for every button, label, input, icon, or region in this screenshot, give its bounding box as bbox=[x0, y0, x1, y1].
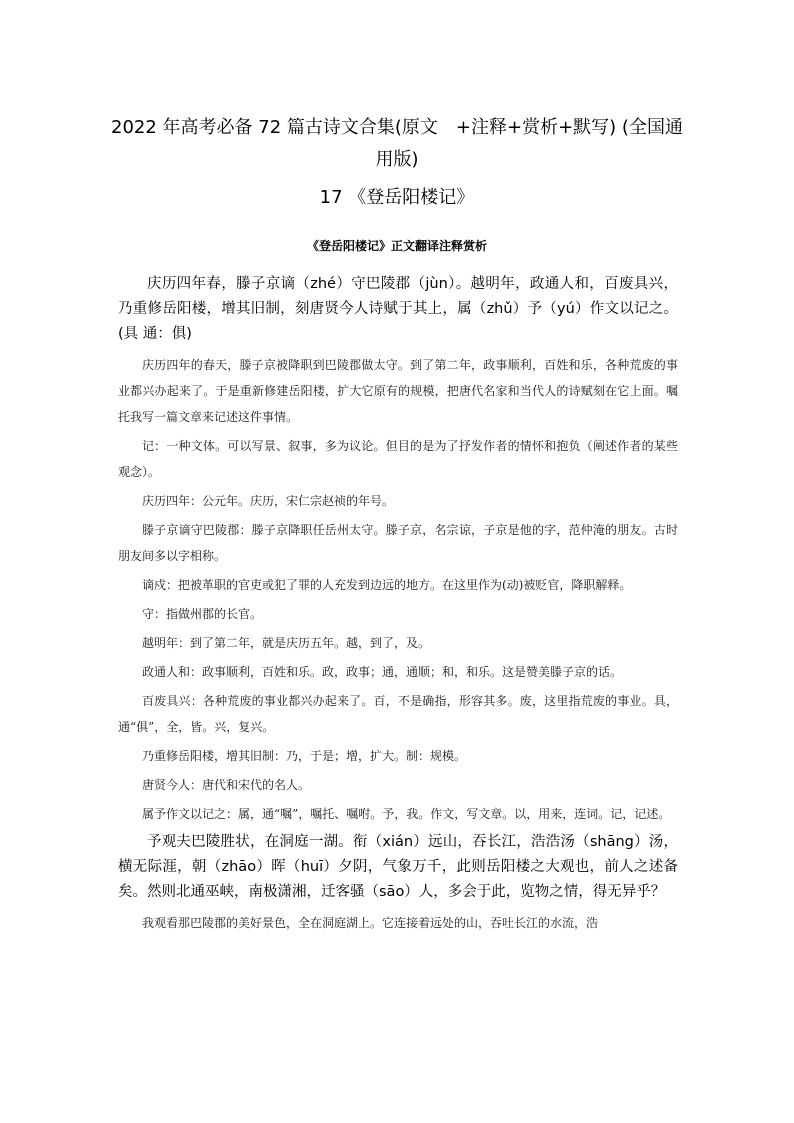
note-paragraph: 滕子京谪守巴陵郡：滕子京降职任岳州太守。滕子京，名宗谅，子京是他的字，范仲淹的朋友。古时朋友间多以字相称。 bbox=[118, 523, 678, 563]
note-paragraph: 唐贤今人：唐代和宋代的名人。 bbox=[142, 778, 311, 792]
section-heading: 《登岳阳楼记》正文翻译注释赏析 bbox=[306, 239, 487, 253]
note-paragraph: 谪戍：把被革职的官吏或犯了罪的人充发到边远的地方。在这里作为(动)被贬官，降职解释。 bbox=[142, 578, 632, 592]
note-paragraph: 越明年：到了第二年，就是庆历五年。越，到了，及。 bbox=[142, 636, 431, 650]
note-paragraph: 守：指做州郡的长官。 bbox=[142, 607, 263, 621]
translation-paragraph: 庆历四年的春天，滕子京被降职到巴陵郡做太守。到了第二年，政事顺利，百姓和乐，各种荒废的事业都兴办起来了。于是重新修建岳阳楼，扩大它原有的规模，把唐代名家和当代人的诗赋刻在它上面。嘱托我写一篇文章来记述这件事情。 bbox=[118, 358, 678, 424]
note-paragraph: 属予作文以记之：属，通“嘱”，嘱托、嘱咐。予，我。作文，写文章。以，用来，连词。记，记述。 bbox=[142, 807, 671, 821]
note-paragraph: 庆历四年：公元年。庆历，宋仁宗赵祯的年号。 bbox=[142, 494, 395, 508]
note-paragraph: 百废具兴：各种荒废的事业都兴办起来了。百，不是确指，形容其多。废，这里指荒废的事业。具，通“俱”，全，皆。兴，复兴。 bbox=[118, 694, 678, 734]
note-paragraph: 乃重修岳阳楼，增其旧制：乃，于是；增，扩大。制：规模。 bbox=[142, 749, 467, 763]
document-subtitle: 17 《登岳阳楼记》 bbox=[319, 187, 475, 208]
original-text-paragraph: 予观夫巴陵胜状，在洞庭一湖。衔（xián）远山，吞长江，浩浩汤（shāng）汤，横无际涯，朝（zhāo）晖（huī）夕阴，气象万千，此则岳阳楼之大观也，前人之述备矣。然则北通巫峡，南极潇湘，迁客骚（sāo）人，多会于此，览物之情，得无异乎？ bbox=[118, 834, 678, 900]
body-text bbox=[118, 272, 678, 939]
translation-paragraph: 我观看那巴陵郡的美好景色，全在洞庭湖上。它连接着远处的山，吞吐长江的水流，浩 bbox=[142, 916, 599, 930]
original-text-paragraph: 庆历四年春，滕子京谪（zhé）守巴陵郡（jùn）。越明年，政通人和，百废具兴，乃重修岳阳楼，增其旧制，刻唐贤今人诗赋于其上，属（zhǔ）予（yú）作文以记之。(具 通：俱) bbox=[118, 276, 678, 342]
document-title: 2022 年高考必备 72 篇古诗文合集(原文 +注释+赏析+默写) (全国通用版) bbox=[111, 117, 683, 170]
note-paragraph: 政通人和：政事顺利，百姓和乐。政，政事；通，通顺；和，和乐。这是赞美滕子京的话。 bbox=[142, 665, 623, 679]
note-paragraph: 记：一种文体。可以写景、叙事，多为议论。但目的是为了抒发作者的情怀和抱负（阐述作者的某些观念）。 bbox=[118, 439, 678, 479]
